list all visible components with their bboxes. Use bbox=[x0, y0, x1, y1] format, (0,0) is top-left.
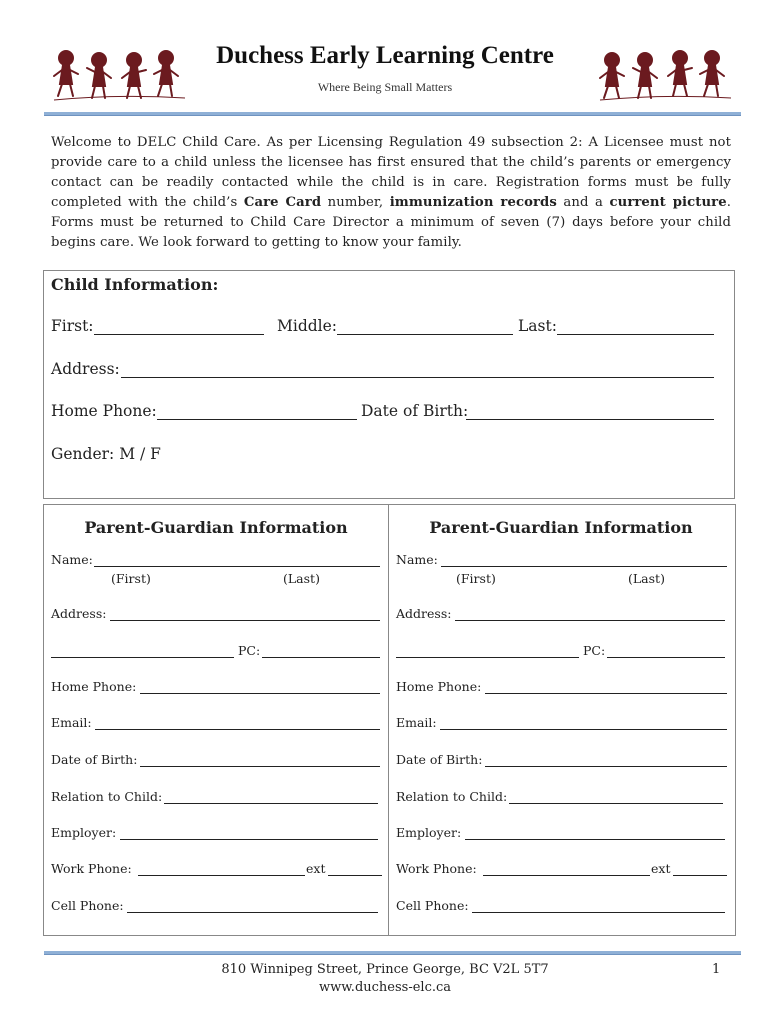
child-info-section bbox=[43, 270, 735, 499]
guardian-1 bbox=[44, 505, 388, 935]
guardian-2-ext-label: ext bbox=[651, 861, 671, 876]
guardian-2-first-caption: (First) bbox=[456, 571, 496, 586]
guardian-2-pc-label: PC: bbox=[583, 643, 606, 658]
guardian-1-home-phone-field[interactable] bbox=[140, 693, 380, 694]
guardian-1-pc-field[interactable] bbox=[262, 657, 380, 658]
guardian-1-name-label: Name: bbox=[51, 552, 93, 567]
guardian-2-address2-field[interactable] bbox=[396, 657, 579, 658]
guardian-1-email-label: Email: bbox=[51, 715, 92, 730]
guardian-1-work-phone-label: Work Phone: bbox=[51, 861, 132, 876]
guardian-1-relation-field[interactable] bbox=[164, 803, 378, 804]
guardian-2-home-phone-label: Home Phone: bbox=[396, 679, 482, 694]
guardian-2-cell-phone-label: Cell Phone: bbox=[396, 898, 469, 913]
child-last-field[interactable] bbox=[557, 334, 714, 335]
guardian-2-email-field[interactable] bbox=[440, 729, 727, 730]
child-middle-label: Middle: bbox=[277, 317, 338, 335]
child-gender[interactable]: Gender: M / F bbox=[51, 445, 161, 463]
child-home-phone-label: Home Phone: bbox=[51, 402, 157, 420]
guardian-2-address-label: Address: bbox=[396, 606, 452, 621]
guardian-1-pc-label: PC: bbox=[238, 643, 261, 658]
guardian-2-name-label: Name: bbox=[396, 552, 438, 567]
footer-address: 810 Winnipeg Street, Prince George, BC V2L 5T7 bbox=[221, 962, 549, 977]
guardian-2-relation-label: Relation to Child: bbox=[396, 789, 508, 804]
child-first-label: First: bbox=[51, 317, 94, 335]
footer-divider bbox=[44, 951, 741, 955]
guardian-1-address-field[interactable] bbox=[110, 620, 380, 621]
guardian-2-name-field[interactable] bbox=[441, 566, 727, 567]
guardian-1-home-phone-label: Home Phone: bbox=[51, 679, 137, 694]
guardian-2-relation-field[interactable] bbox=[509, 803, 723, 804]
guardian-1-name-field[interactable] bbox=[94, 566, 380, 567]
guardian-1-relation-label: Relation to Child: bbox=[51, 789, 163, 804]
guardian-2-email-label: Email: bbox=[396, 715, 437, 730]
guardian-2-dob-label: Date of Birth: bbox=[396, 752, 483, 767]
guardian-1-ext-label: ext bbox=[306, 861, 326, 876]
guardian-1-last-caption: (Last) bbox=[283, 571, 320, 586]
footer-website: www.duchess-elc.ca bbox=[318, 980, 452, 995]
guardian-1-address-label: Address: bbox=[51, 606, 107, 621]
guardian-2-home-phone-field[interactable] bbox=[485, 693, 727, 694]
child-dob-field[interactable] bbox=[466, 419, 714, 420]
child-middle-field[interactable] bbox=[337, 334, 513, 335]
guardian-2-work-phone-label: Work Phone: bbox=[396, 861, 477, 876]
header-divider bbox=[44, 112, 741, 116]
child-home-phone-field[interactable] bbox=[157, 419, 357, 420]
child-info-heading: Child Information: bbox=[51, 275, 219, 294]
guardian-2-dob-field[interactable] bbox=[485, 766, 727, 767]
guardian-1-first-caption: (First) bbox=[111, 571, 151, 586]
guardian-1-heading: Parent-Guardian Information bbox=[84, 518, 348, 537]
child-dob-label: Date of Birth: bbox=[361, 402, 469, 420]
child-last-label: Last: bbox=[518, 317, 557, 335]
guardian-1-dob-field[interactable] bbox=[140, 766, 380, 767]
guardian-2-ext-field[interactable] bbox=[673, 875, 727, 876]
guardian-1-dob-label: Date of Birth: bbox=[51, 752, 138, 767]
guardian-1-ext-field[interactable] bbox=[328, 875, 382, 876]
guardian-2-address-field[interactable] bbox=[455, 620, 725, 621]
guardian-1-address2-field[interactable] bbox=[51, 657, 234, 658]
child-address-label: Address: bbox=[51, 360, 120, 378]
page-title: Duchess Early Learning Centre bbox=[216, 42, 554, 69]
guardian-1-employer-field[interactable] bbox=[120, 839, 378, 840]
guardian-1-employer-label: Employer: bbox=[51, 825, 117, 840]
guardian-1-cell-phone-field[interactable] bbox=[127, 912, 378, 913]
guardian-1-work-phone-field[interactable] bbox=[138, 875, 305, 876]
guardian-2-work-phone-field[interactable] bbox=[483, 875, 650, 876]
guardian-2-heading: Parent-Guardian Information bbox=[429, 518, 693, 537]
child-first-field[interactable] bbox=[94, 334, 264, 335]
tagline: Where Being Small Matters bbox=[317, 80, 453, 94]
guardian-2-employer-field[interactable] bbox=[465, 839, 725, 840]
guardian-2 bbox=[389, 505, 733, 935]
guardian-2-last-caption: (Last) bbox=[628, 571, 665, 586]
guardian-2-employer-label: Employer: bbox=[396, 825, 462, 840]
child-address-field[interactable] bbox=[121, 377, 714, 378]
guardian-2-pc-field[interactable] bbox=[607, 657, 725, 658]
guardian-1-cell-phone-label: Cell Phone: bbox=[51, 898, 124, 913]
intro-paragraph: Welcome to DELC Child Care. As per Licensing Regulation 49 subsection 2: A Licensee must not provide care to a child unless the licensee has first ensured that the child’s parents or emergency contact can be readily contacted while the child is in care. Registration forms must be fully completed with the child’s Care Card number, immunization records and a current picture. Forms must be returned to Child Care Director a minimum of seven (7) days before your child begins care. We look forward to getting to know your family. bbox=[51, 135, 731, 250]
guardian-2-cell-phone-field[interactable] bbox=[472, 912, 725, 913]
page-number: 1 bbox=[712, 962, 721, 977]
guardian-1-email-field[interactable] bbox=[95, 729, 380, 730]
